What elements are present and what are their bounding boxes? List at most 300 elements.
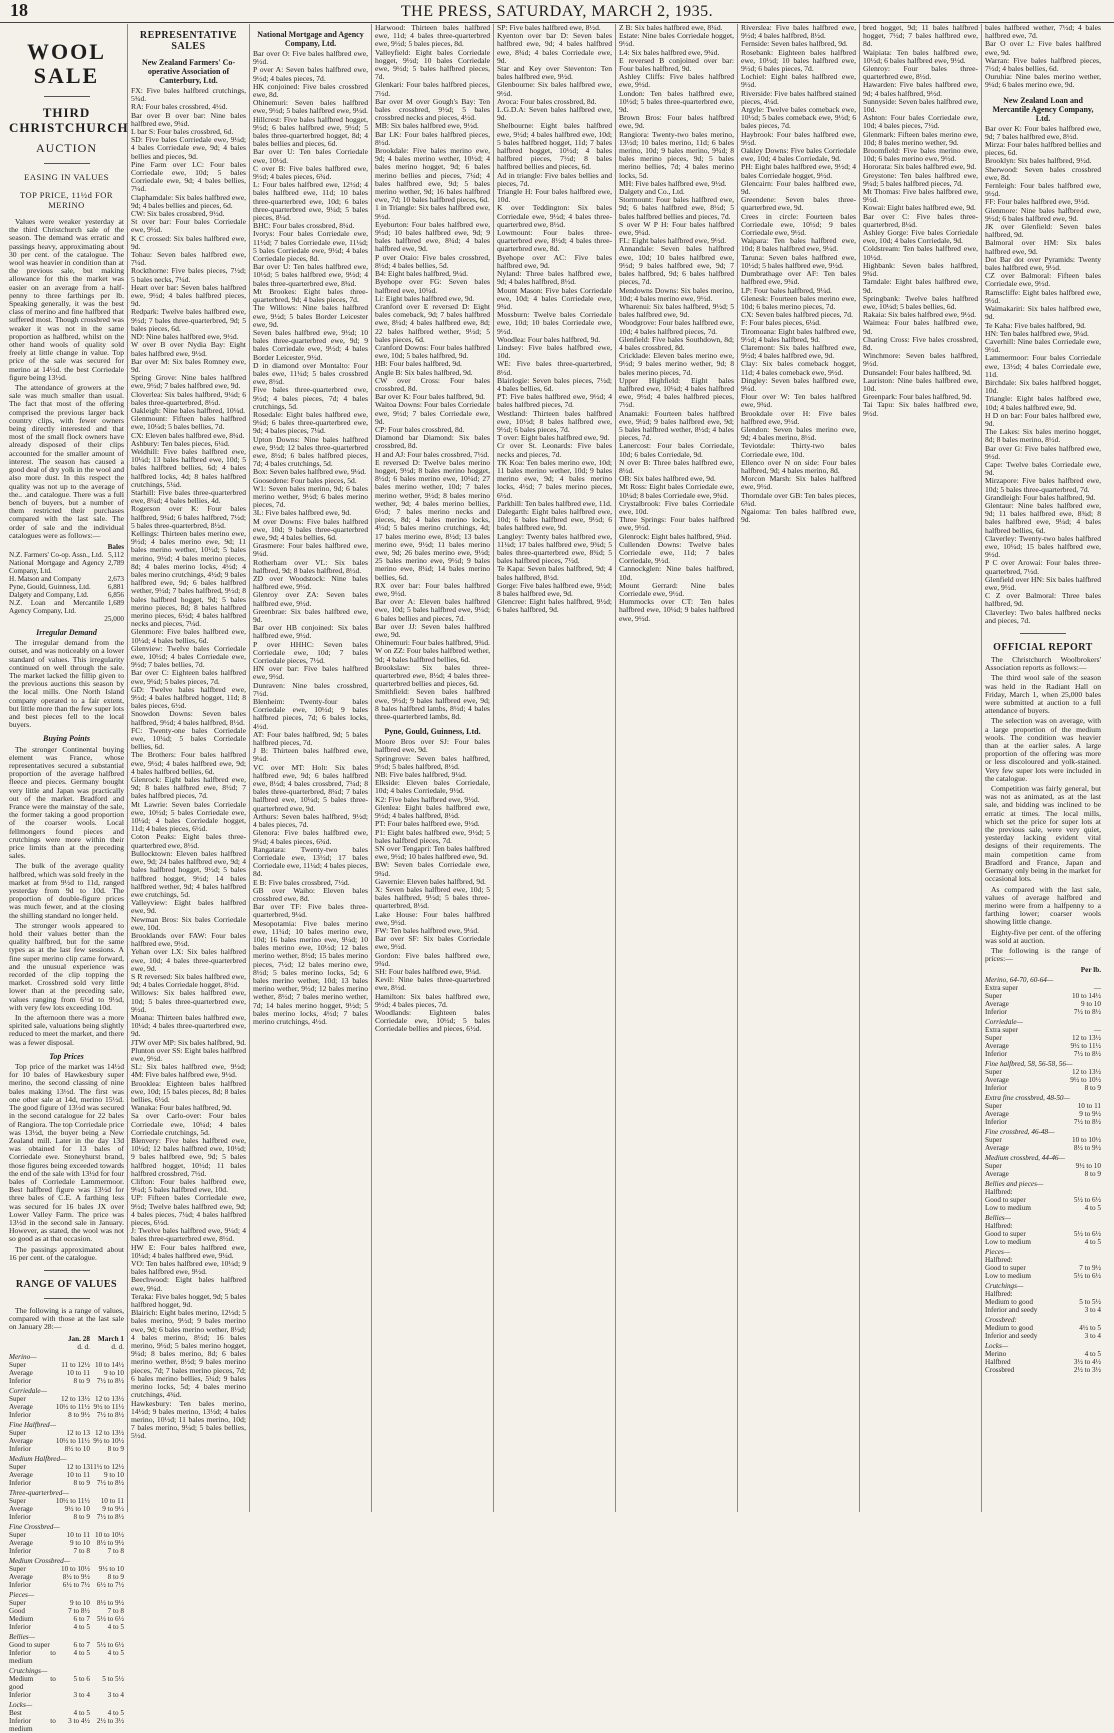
sale-entry: Mossburn: Twelve bales Corriedale ewe, 10d; 10 bales Corriedale ewe, 9½d.: [497, 310, 612, 336]
sales-list: [375, 738, 490, 1033]
sale-entry: Brookdale: Five bales merino ewe, 9d; 4 bales merino wether, 10½d; 4 bales merino hogget, 9d; 6 bales merino bellies and pieces, 7¼d; 4 bales halfbred ewe, 9d; 5 bales merino wether, 9d; 16 bales halfbred ewe, 7d; 10 bales halfbred pieces, 6d.: [375, 146, 490, 205]
range-row: [9, 1699, 124, 1709]
sale-entry: S over W P H: Four bales halfbred ewe, 9¼d.: [619, 219, 734, 238]
range-row: [9, 1607, 124, 1615]
sale-entry: LP: Four bales halfbred, 9¼d.: [741, 285, 832, 295]
price-group-label: Fine halfbred, 58, 56-58, 56—: [985, 1060, 1073, 1069]
sale-entry: C over B: Five bales halfbred ewe, 9½d; 4 bales pieces, 6¾d.: [253, 163, 368, 182]
price-group-label: Corriedale—: [985, 1018, 1023, 1027]
price-grade: Average: [985, 1076, 1009, 1085]
price-row: [985, 1042, 1101, 1050]
sale-entry: Bar over O: Five bales halfbred ewe, 9½d.: [253, 49, 368, 67]
range-jan-value: 10 to 10½: [60, 1564, 90, 1573]
range-row: [9, 1497, 124, 1505]
sale-entry: Byehope over AC: Five bales halfbred ewe, 9d.: [497, 252, 612, 270]
sale-entry: Bar LK: Four bales halfbred pieces, 8½d.: [375, 129, 490, 147]
catalogue-row: [9, 591, 124, 599]
article-paragraph: Top price of the market was 14½d for 10 bales of Hawkesbury super merino, the second classing of nine bales making 13½d. The first was one other sale at 14d, merino 15½d. The good figure of 13½d was secured in the second catalogue for 22 bales of Rangiora. The top Corriedale price was 13½d, the buyer being a New Zealand mill. Later in the day 13d was obtained for 13 bales of Corriedale ewe. Stoneyhurst brand, those figures being exceeded towards the end of the sale with 13½d for four bales of Corriedale Lammermoor. Best halfbred figure was 13½d for three bales of C.E. A farthing less was secured for 16 bales JX over Lower Valley Farm. The price was 13½d in the second sale in January. However, as stated, the wool was not so good as at that occasion.: [9, 1062, 124, 1244]
sale-entry: Glenmount: Fifteen bales halfbred ewe, 10¼d; 5 bales bellies, 7d.: [131, 414, 246, 432]
price-row: [985, 1076, 1101, 1084]
price-row: [985, 1050, 1101, 1058]
sale-entry: P over A: Seven bales halfbred ewe, 9½d; 4 bales pieces, 7d.: [253, 65, 368, 83]
range-row: [9, 1599, 124, 1607]
sale-entry: Bar over U: Ten bales Corriedale ewe, 10½d.: [253, 147, 368, 165]
range-jan-value: 10 to 11: [66, 1470, 90, 1479]
official-report-body: [985, 656, 1101, 963]
catalogue-row: [9, 551, 124, 559]
sale-entry: Cape: Twelve bales Corriedale ewe, 9d.: [985, 459, 1101, 478]
sale-entry: Five bales three-quarterbred ewe, 9½d; 4 bales pieces, 7d; 4 bales crutchings, 5d.: [253, 385, 368, 411]
price-row: [985, 984, 1101, 992]
sale-entry: Snowdon Downs: Seven bales halfbred, 9½d; 4 bales halfbred, 8½d.: [131, 709, 246, 727]
catalogue-name: Dalgety and Company, Ltd.: [9, 590, 89, 599]
sale-entry: Willows: Six bales halfbred ewe, 10d; 5 bales three-quarterbred ewe, 9½d.: [131, 988, 246, 1014]
range-row: [9, 1445, 124, 1453]
price-value: 9½ to 11½: [1070, 1042, 1101, 1051]
range-units-row: [9, 1343, 124, 1351]
sale-entry: Dunsandel: Four bales halfbred, 9d.: [863, 367, 972, 377]
sale-entry: Rakaia: Six bales halfbred ewe, 9½d.: [863, 310, 977, 320]
article-paragraph: The irregular demand from the outset, and was noticeably on a lower standard of values. This irregularity continued on well through the sale. The market lacked the fillip given to the previous auctions this season by the local mills. One North Island company operated to a fair extent, but little more than the few super lots and best pieces fell to the local buyers.: [9, 638, 124, 730]
sale-entry: Waipiata: Ten bales halfbred ewe, 10½d; 6 bales halfbred ewe, 9½d.: [863, 47, 978, 65]
sale-entry: Mount Gerrard: Nine bales Corriedale ewe, 9½d.: [619, 580, 734, 599]
price-grade: Inferior: [985, 1084, 1007, 1093]
price-row: [985, 1230, 1101, 1238]
sale-entry: Bar over M over Gough's Bay: Ten bales crossbred, 9½d; 5 bales crossbred necks and pieces, 4½d.: [375, 96, 490, 123]
sale-entry: Te Kapa: Seven bales halfbred, 9d; 4 bales halfbred, 8½d.: [497, 564, 612, 582]
sale-entry: 3L: Five bales halfbred ewe, 9d.: [253, 508, 352, 518]
range-column-header: Jan. 28: [67, 1334, 90, 1343]
range-jan-value: 9 to 10: [69, 1598, 90, 1607]
sale-entry: Waipara: Ten bales halfbred ewe, 10d; 8 bales halfbred ewe, 9¼d.: [741, 236, 856, 254]
catalogue-bales: 2,789: [107, 558, 124, 567]
sale-entry: ND: Nine bales halfbred ewe, 9½d.: [131, 332, 239, 342]
price-grade: Average: [985, 1042, 1009, 1051]
range-divider: [44, 1298, 90, 1299]
sale-entry: RA: Four bales crossbred, 4½d.: [131, 102, 228, 112]
sale-entry: Springrove: Seven bales halfbred, 9½d; 5 bales halfbred, 8½d.: [375, 753, 490, 771]
catalogue-name: N.Z. Loan and Mercantile Agency Company, Ltd.: [9, 598, 105, 615]
sale-entry: Weldhill: Five bales halfbred ewe, 10¼d; 13 bales halfbred ewe, 10d; 5 bales halfbred bellies, 6d; 4 bales halfbred locks, 4d; 8 bales halfbred crutchings, 5¼d.: [131, 446, 246, 489]
range-jan-value: 9 to 10: [69, 1538, 90, 1547]
range-row: [9, 1419, 124, 1429]
price-grade: Super: [985, 1034, 1002, 1043]
sale-entry: Seven bales halfbred ewe, 9½d; 10 bales three-quarterbred ewe, 9d; 9 bales Corriedale ewe, 9½d; 4 bales Border Leicester, 9½d.: [253, 327, 368, 362]
price-group-label: Medium crossbred, 44-46—: [985, 1154, 1065, 1163]
catalogue-name: Pyne, Gould, Guinness, Ltd.: [9, 582, 91, 591]
sale-entry: Gordon: Five bales halfbred ewe, 9¾d.: [375, 950, 490, 968]
range-row: [9, 1369, 124, 1377]
sale-entry: Glenmark: Fifteen bales merino ewe, 10d; 8 bales merino wether, 9d.: [863, 129, 978, 147]
range-group-label: Medium Crossbred—: [9, 1556, 71, 1565]
report-paragraph: Competition was fairly general, but was not as animated, as at the last sale, and bidding was inclined to be erratic at times. The local mills, which set the price for super lots at the previous sale, were very quiet, yesterday lacking evident vital designs of their requirements. The main competition came from Bradford and France, Japan and Germany only being in the market for occasional lots.: [985, 784, 1101, 884]
sale-entry: D in diamond over Montalto: Four bales ewe, 11¼d; 5 bales crossbred ewe, 8½d.: [253, 360, 368, 387]
price-value: 9 to 9½: [1079, 1110, 1101, 1119]
price-grade: Halfbred:: [985, 1256, 1013, 1265]
range-jan-value: 8 to 9: [73, 1512, 90, 1521]
price-grade: Inferior and seedy: [985, 1306, 1038, 1315]
section-divider: [44, 1270, 90, 1271]
sale-entry: Woodlands: Eighteen bales Corriedale ewe, 10½d; 5 bales Corriedale bellies and pieces, 6½d.: [375, 1007, 490, 1034]
sale-entry: Glencairn: Four bales halfbred ewe, 9d.: [741, 178, 856, 197]
sale-entry: FC: Twenty-one bales Corriedale ewe, 10¼d; 5 bales Corriedale bellies, 6d.: [131, 725, 246, 752]
range-grade-label: Average: [9, 1436, 33, 1445]
price-value: 10 to 14½: [1072, 992, 1101, 1001]
range-grade-label: Good to super: [9, 1640, 50, 1649]
sale-entry: Bar over M: Six bales Romney ewe, 9d.: [131, 356, 246, 374]
price-row: [985, 1264, 1101, 1272]
price-value: [1058, 1290, 1101, 1298]
price-grade: Merino: [985, 1350, 1007, 1359]
price-grade: Inferior: [985, 1118, 1007, 1127]
range-row: [9, 1471, 124, 1479]
price-value: —: [1093, 1026, 1101, 1035]
sale-entry: B4: Eight bales halfbred, 9¼d.: [375, 269, 469, 279]
masthead-title: THE PRESS, SATURDAY, MARCH 2, 1935.: [400, 3, 714, 20]
sale-entry: The Willows: Nine bales halfbred ewe, 9½d; 5 bales Border Leicester ewe, 9d.: [253, 303, 368, 329]
sale-entry: Plunton over SS: Eight bales halfbred ewe, 9½d.: [131, 1045, 246, 1063]
sale-entry: Bar over JJ: Seven bales halfbred ewe, 9d.: [375, 621, 490, 640]
range-jan-value: 10½ to 11½: [55, 1496, 90, 1505]
sale-entry: bred hogget, 9d; 11 bales halfbred hogget, 7½d; 7 bales halfbred ewe, 8d.: [863, 23, 978, 49]
official-report-headline: OFFICIAL REPORT: [993, 642, 1093, 654]
range-row: [9, 1717, 124, 1733]
sale-entry: St over bar: Four bales Corriedale ewe, 9½d.: [131, 217, 246, 235]
range-grade-label: Medium: [9, 1614, 34, 1623]
range-jan-value: 12 to 13½: [60, 1394, 90, 1403]
catalogue-table: [9, 543, 124, 623]
sale-entry: Ellenco over N on side: Four bales halfbred, 9d; 4 bales merino, 8d.: [741, 457, 856, 475]
article-paragraph: The stronger wools appeared to hold their values better than the quality halfbred, but for the same types as at the last few sessions. A fine super merino clip came forward, and the unusual experience was recorded of the clip topping the market. Crossbred sold very little lower than at the preceding sale, values ranging from 6½d to 9½d, with very few lots exceeding 10d.: [9, 920, 124, 1012]
price-value: 9 to 10: [1081, 1000, 1101, 1009]
firm-heading: Pyne, Gould, Guinness, Ltd.: [384, 727, 481, 737]
sale-entry: Dalgety and Co., Ltd.: [619, 187, 685, 197]
sale-entry: Glenfield over HN: Six bales halfbred ewe, 9½d.: [985, 574, 1101, 592]
sale-entry: Lindsey: Five bales halfbred ewe, 10d.: [497, 342, 612, 361]
price-grade: Good to super: [985, 1196, 1026, 1205]
price-unit: Per lb.: [1080, 966, 1101, 975]
wool-sale-deck-3: EASING IN VALUES: [24, 172, 109, 182]
range-grade-label: Super: [9, 1360, 26, 1369]
sale-entry: Cranford Downs: Four bales halfbred ewe, 10d; 5 bales halfbred, 9d.: [375, 342, 490, 361]
sale-entry: Box: Seven bales halfbred ewe, 9¼d.: [253, 467, 367, 477]
sale-entry: Teviotdale: Thirty-two bales Corriedale ewe, 10d.: [741, 441, 856, 459]
sale-entry: Claphamdale: Six bales halfbred ewe, 9d; 4 bales bellies and pieces, 6d.: [131, 192, 246, 210]
sale-entry: Bar over TF: Five bales three-quarterbred, 9¼d.: [253, 902, 368, 920]
sale-entry: London: Ten bales halfbred ewe, 10½d; 5 bales three-quarterbred ewe, 9d.: [619, 88, 734, 115]
range-row: [9, 1437, 124, 1445]
sale-entry: HW E: Four bales halfbred ewe, 10¼d; 4 bales halfbred ewe, 9¼d.: [131, 1242, 246, 1260]
sale-entry: Anamaki: Fourteen bales halfbred ewe, 9¼d; 9 bales halfbred ewe, 9d; 5 bales halfbred wether, 8½d; 4 bales pieces, 7d.: [619, 408, 734, 443]
range-mar-value: 5 to 5½: [102, 1674, 124, 1683]
price-value: 4½ to 5: [1079, 1324, 1101, 1333]
range-mar-value: 7½ to 8½: [96, 1478, 124, 1487]
range-jan-value: 5 to 6: [73, 1674, 90, 1683]
sale-entry: FL: Eight bales halfbred ewe, 9½d.: [619, 236, 727, 246]
range-row: [9, 1351, 124, 1361]
sale-entry: Z B: Six bales halfbred ewe, 8¼d.: [619, 23, 723, 32]
sales-list: [497, 24, 612, 615]
sale-entry: Oakleigh: Nine bales halfbred, 10¼d.: [131, 405, 246, 415]
sale-entry: Tiromoana: Eight bales halfbred ewe, 9½d; 4 bales halfbred, 9d.: [741, 326, 856, 344]
irregular-demand-heading: Irregular Demand: [36, 627, 97, 637]
article-paragraph: The attendance of growers at the sale was much smaller than usual. The fact that most of the offering comprised the previous larger back country clips, with fewer owners being directly interested and that most of the small flock owners have already disposed of their clips accounted for the smaller amount of interest. The season has caused a good deal of dry yolk in the wool and also more dust. In this respect the quality was not up to the average of the.. .and catalogue. There was a full bench of buyers, but a number of them restricted their purchases compared with the last sale. The order of sale and the individual catalogues were as follows:—: [9, 383, 124, 540]
sale-entry: Angle B: Six bales halfbred, 9d.: [375, 367, 473, 377]
range-of-values-intro: The following is a range of values, compared with those at the last sale on January 28:—: [9, 1305, 124, 1332]
price-value: 8½ to 9½: [1073, 1144, 1101, 1153]
range-of-values-headline: RANGE OF VALUES: [15, 1278, 118, 1290]
sale-entry: Smithfield: Seven bales halfbred ewe, 9½d; 9 bales halfbred ewe, 9d; 8 bales halfbred lambs, 8½d; 4 bales three-quarterbred lambs, 8d.: [375, 687, 490, 722]
sale-entry: Cricklade: Eleven bales merino ewe, 9½d; 9 bales merino wether, 9d; 8 bales merino pieces, 7d.: [619, 351, 734, 377]
sale-entry: K over Teddington: Six bales Corriedale ewe, 9½d; 4 bales three-quarterbred ewe, 8½d.: [497, 203, 612, 229]
sale-entry: VC over MT: Holt: Six bales halfbred ewe, 9d; 6 bales halfbred ewe, 8½d; 4 bales crossbred, 7¼d; 8 bales three-quarterbred, 8¼d; 7 bales halfbred ewe, 10¼d; 5 bales three-quarterbred ewe, 9d.: [253, 762, 368, 813]
sale-entry: Glenlea: Eight bales halfbred ewe, 9½d; 4 bales halfbred, 8½d.: [375, 802, 490, 821]
range-row: [9, 1513, 124, 1521]
sale-entry: Newman Bros: Six bales Corriedale ewe, 10d.: [131, 914, 246, 932]
sale-entry: CW over Cross: Four bales crossbred, 8d.: [375, 375, 490, 393]
price-value: 7 to 9½: [1079, 1264, 1101, 1273]
price-row: [985, 992, 1101, 1000]
sale-entry: Gavernie: Eleven bales halfbred, 9d.: [375, 876, 486, 886]
range-jan-value: 7 to 8: [73, 1546, 90, 1555]
price-value: 4 to 5: [1084, 1350, 1101, 1359]
price-group-label: Fine crossbred, 46-48—: [985, 1128, 1055, 1137]
sale-entry: P over Otaio: Five bales crossbred, 8½d; 4 bales bellies, 5d.: [375, 252, 490, 270]
range-unit-label: [9, 1343, 56, 1351]
sale-entry: Valleyview: Eight bales halfbred ewe, 9d.: [131, 898, 246, 916]
price-row: [985, 1102, 1101, 1110]
range-row: [9, 1479, 124, 1487]
sale-entry: Glenroy: Four bales three-quarterbred ewe, 8½d.: [863, 64, 978, 82]
section-divider: [1020, 633, 1066, 634]
wool-sale-deck-1: THIRD CHRISTCHURCH: [9, 105, 129, 135]
price-group-row: [985, 1212, 1101, 1222]
sale-entry: NB: Five bales halfbred, 9¼d.: [375, 770, 467, 780]
sale-entry: Kyenton over bar D: Seven bales halfbred ewe, 9d; 4 bales halfbred ewe, 8¾d; 4 bales Corriedale ewe, 9d.: [497, 31, 612, 65]
sale-entry: Ngaioma: Ten bales halfbred ewe, 9d.: [741, 506, 856, 525]
range-row: [9, 1665, 124, 1675]
range-grade-label: Super: [9, 1564, 26, 1573]
range-mar-value: 2½ to 3½: [96, 1716, 124, 1725]
sale-entry: Ad in triangle: Five bales bellies and pieces, 7d.: [497, 170, 612, 188]
sale-entry: Mt Lawrie: Seven bales Corriedale ewe, 10½d; 5 bales Corriedale ewe, 10¼d; 4 bales Corriedale hogget, 11d; 4 bales pieces, 6½d.: [131, 799, 246, 834]
sale-entry: Lammermoor: Four bales Corriedale ewe, 13½d; 4 bales Corriedale ewe, 11d.: [985, 353, 1101, 379]
sale-entry: Redpark: Twelve bales halfbred ewe, 9½d; 7 bales three-quarterbred, 9d; 5 bales pieces, 6d.: [131, 307, 246, 333]
sale-entry: Three Springs: Four bales halfbred ewe, 9½d.: [619, 515, 734, 533]
sale-entry: Ramscliffe: Eight bales halfbred ewe, 9½d.: [985, 287, 1101, 305]
range-grade-label: Super: [9, 1394, 26, 1403]
sale-entry: Rogerson over K: Four bales halfbred, 9¼d; 6 bales halfbred, 7½d; 5 bales three-quarterbred, 8½d.: [131, 504, 246, 530]
sale-entry: Wharenui: Six bales halfbred, 9½d; 5 bales halfbred ewe, 9d.: [619, 301, 734, 320]
sale-entry: Hawkesbury: Ten bales merino, 14½d; 9 bales merino, 13½d; 4 bales merino, 10½d; 11 bales merino, 10d; 7 bales merino, 9¼d; 5 bales bellies, 5½d.: [131, 1398, 246, 1441]
price-value: 12 to 13½: [1072, 1034, 1101, 1043]
price-grade: Low to medium: [985, 1272, 1031, 1281]
sale-entry: OB: Six bales halfbred ewe, 9d.: [619, 474, 716, 484]
price-value: 3 to 4: [1084, 1332, 1101, 1341]
price-group-label: Extra fine crossbred, 48-50—: [985, 1094, 1070, 1103]
sale-entry: Bar O over L: Five bales halfbred ewe, 9d.: [985, 39, 1101, 57]
range-row: [9, 1377, 124, 1385]
range-mar-value: 8 to 9: [107, 1572, 124, 1581]
range-jan-value: 10 to 11: [66, 1368, 90, 1377]
sale-entry: Kowai: Eight bales halfbred ewe, 9d.: [863, 203, 976, 213]
range-grade-label: Medium to good: [9, 1674, 56, 1691]
sale-entry: Taruna: Seven bales halfbred ewe, 10½d; 5 bales halfbred ewe, 9½d.: [741, 252, 856, 270]
price-value: 9½ to 10: [1075, 1162, 1101, 1171]
range-row: [9, 1581, 124, 1589]
range-row: [9, 1547, 124, 1555]
sale-entry: Lowmount: Four bales three-quarterbred ewe, 8½d; 4 bales three-quarterbred ewe, 8d.: [497, 228, 612, 254]
sale-entry: Goosedene: Four bales pieces, 5d.: [253, 475, 357, 485]
sale-entry: bales halfbred wether, 7½d; 4 bales halfbred ewe, 7d.: [985, 23, 1101, 41]
sale-entry: CZ over Balmoral: Fifteen bales Corriedale ewe, 9½d.: [985, 271, 1101, 289]
range-row: [9, 1411, 124, 1419]
sale-entry: HN: Ten bales halfbred ewe, 9¼d.: [985, 328, 1089, 338]
price-row: [985, 1366, 1101, 1374]
price-group-label: Pieces—: [985, 1248, 1011, 1257]
sale-entry: Grasmere: Four bales halfbred ewe, 9¼d.: [253, 541, 368, 559]
range-jan-value: 8 to 9: [73, 1376, 90, 1385]
range-jan-value: 12 to 13: [66, 1428, 90, 1437]
sale-entry: Lauriston: Nine bales halfbred ewe, 10d.: [863, 375, 978, 393]
sale-entry: Rangiora: Twenty-two bales merino, 13½d; 10 bales merino, 11d; 6 bales merino, 10d; 9 bales merino, 9¾d; 8 bales merino pieces, 9d; 5 bales merino bellies, 7d; 4 bales merino locks, 5d.: [619, 129, 734, 180]
range-grade-label: Inferior: [9, 1478, 31, 1487]
official-price-table: [985, 966, 1101, 1374]
sale-entry: Annandale: Seven bales halfbred ewe, 10d; 10 bales halfbred ewe, 9½d; 9 bales halfbred ewe, 9d; 7 bales halfbred, 9d; 6 bales halfbred pieces, 7d.: [619, 244, 734, 287]
range-row: [9, 1565, 124, 1573]
sale-entry: Glenbourne: Six bales halfbred ewe, 9½d.: [497, 80, 612, 98]
sale-entry: Cr over St. Leonards: Five bales necks and pieces, 7d.: [497, 441, 612, 459]
column-sales-9: [982, 24, 1104, 1512]
range-mar-value: 8½ to 9½: [96, 1538, 124, 1547]
range-group-label: Merino—: [9, 1352, 37, 1361]
firm-heading: New Zealand Farmers' Co-operative Association of Canterbury, Ltd.: [141, 58, 236, 85]
range-grade-label: Super: [9, 1462, 26, 1471]
range-row: [9, 1521, 124, 1531]
range-mar-value: 12 to 13½: [95, 1428, 124, 1437]
range-mar-value: 9 to 10: [104, 1470, 124, 1479]
sale-entry: Ashton: Four bales Corriedale ewe, 10d; 4 bales pieces, 7½d.: [863, 113, 978, 131]
sale-entry: Brookdale over H: Five bales halfbred ewe, 9½d.: [741, 408, 856, 426]
sale-entry: Glenmore: Five bales halfbred ewe, 10¼d; 4 bales bellies, 6d.: [131, 627, 246, 645]
price-row: [985, 1306, 1101, 1314]
range-jan-value: 9½ to 10: [64, 1504, 90, 1513]
price-grade: Halfbred: [985, 1358, 1011, 1367]
report-paragraph: As compared with the last sale, values of average halfbred and merino were from a halfpenny to a farthing lower; coarser wools showing little change.: [985, 884, 1101, 927]
price-row: [985, 1272, 1101, 1280]
price-row: [985, 1238, 1101, 1246]
sale-entry: Upton Downs: Nine bales halfbred ewe, 9½d; 12 bales three-quarterbred ewe, 8½d; 6 bales halfbred pieces, 7d; 4 bales crutchings, 5d.: [253, 434, 368, 469]
sale-entry: Tohau: Seven bales halfbred ewe, 7¼d.: [131, 250, 246, 268]
range-row: [9, 1555, 124, 1565]
sale-entry: Caverhill: Nine bales Corriedale ewe, 9½d.: [985, 336, 1101, 355]
sale-entry: Yehan over LX: Six bales halfbred ewe, 10d; 4 bales three-quarterbred ewe, 9d.: [131, 947, 246, 973]
price-row: [985, 1118, 1101, 1126]
price-row: [985, 1136, 1101, 1144]
price-row: [985, 1204, 1101, 1212]
range-unit-label: d. d.: [77, 1342, 90, 1351]
sale-entry: W on ZZ: Four bales halfbred wether, 9d; 4 bales halfbred bellies, 6d.: [375, 646, 490, 664]
sale-entry: PT: Five bales halfbred ewe, 9½d; 4 bales halfbred pieces, 7d.: [497, 392, 612, 410]
sale-entry: Ashley Cliffs: Five bales halfbred ewe, 9½d.: [619, 72, 734, 90]
price-value: 7½ to 8½: [1073, 1118, 1101, 1127]
sale-entry: Glenfield: Five bales Southdown, 8d; 4 bales crossbred, 8d.: [619, 334, 734, 352]
catalogue-row: [9, 559, 124, 575]
sale-entry: W over B over Nydia Bay: Eight bales halfbred ewe, 9½d.: [131, 340, 246, 358]
column-sales-4: [372, 24, 494, 1512]
catalogue-name: N.Z. Farmers' Co-op. Assn., Ltd.: [9, 550, 104, 559]
catalogue-bales: 5,112: [108, 550, 124, 559]
buying-points-body: [9, 746, 124, 1047]
sale-entry: The Lakes: Six bales merino hogget, 8d; 8 bales merino, 8½d.: [985, 427, 1101, 445]
price-row: [985, 1110, 1101, 1118]
price-group-label: Crossbred:: [985, 1316, 1017, 1325]
range-mar-value: 5½ to 6½: [96, 1640, 124, 1649]
sale-entry: Triangle H: Four bales halfbred ewe, 10d.: [497, 187, 612, 205]
price-grade: Average: [985, 1144, 1009, 1153]
sale-entry: Elkside: Eleven bales Corriedale, 10d; 4 bales Corriedale, 9½d.: [375, 778, 490, 796]
sale-entry: E reversed D: Twelve bales merino hogget, 9½d; 8 bales merino hogget, 8½d; 6 bales merino ewe, 10¼d; 27 bales merino wether, 10d; 7 bales merino wether, 9½d; 8 bales merino wether, 9d; 4 bales merino bellies, 6½d; 7 bales merino necks and pieces, 8d; 4 bales merino locks, 4½d; 5 bales merino crutchings, 4d; 17 bales merino ewe, 8½d; 13 bales merino ewe, 9½d; 11 bales merino ewe, 9d; 26 bales merino ewe, 9½d; 25 bales merino ewe, 9½d; 9 bales merino ewe, 8¼d; 14 bales merino bellies, 6d.: [375, 457, 490, 582]
article-paragraph: Values were weaker yesterday at the third Christchurch sale of the season. The demand was erratic and passings heavy, approximating about 30 per cent. of the catalogue. The wool was heavier in condition than at the previous sale, but making allowance for this the market was easier on an average from a half-penny to three farthings per lb. Speaking generally, it was the best class of merino and fine halfbred that suffered most. Though crossbred was weaker it was not in the same proportion as halfbred, whilst on the other hand wools of quality sold freely at little change in value. Top price of the sale was secured for merino at 14½d. the best Corriedale figure being 13½d.: [9, 217, 124, 382]
sale-entry: Cannockglen: Nine bales halfbred, 10d.: [619, 564, 734, 582]
sale-entry: Fernleigh: Four bales halfbred ewe, 9½d.: [985, 181, 1101, 199]
range-mar-value: 6½ to 7½: [96, 1580, 124, 1589]
sale-entry: Stormount: Four bales halfbred ewe, 9d; 6 bales halfbred ewe, 8½d; 5 bales halfbred bellies and pieces, 7d.: [619, 195, 734, 221]
sale-entry: Mt Brookes: Eight bales three-quarterbred, 9d; 4 bales pieces, 7d.: [253, 286, 368, 305]
price-value: 5½ to 6½: [1073, 1230, 1101, 1239]
sale-entry: Pine Farm over LC: Four bales Corriedale ewe, 10d; 5 bales Corriedale ewe, 9d; 4 bales bellies, 7¼d.: [131, 159, 246, 194]
sale-entry: X: Seven bales halfbred ewe, 10d; 5 bales halfbred, 9½d; 5 bales three-quarterbred, 8½d.: [375, 884, 490, 911]
catalogue-bales: 1,689: [107, 598, 124, 607]
sale-entry: Glenkari: Four bales halfbred pieces, 7½d.: [375, 80, 490, 98]
top-prices-body: [9, 1063, 124, 1262]
price-grade: Super: [985, 1102, 1002, 1111]
range-row: [9, 1531, 124, 1539]
price-value: 5½ to 6½: [1073, 1196, 1101, 1205]
article-paragraph: In the afternoon there was a more spirited sale, valuations being slightly reduced to meet the market, and there was a fewer disposal.: [9, 1013, 124, 1047]
report-paragraph: The following is the range of prices:—: [985, 945, 1101, 964]
price-value: 4 to 5: [1084, 1238, 1101, 1247]
range-mar-value: 10 to 14½: [95, 1360, 124, 1369]
catalogue-name: National Mortgage and Agency Company, Ltd.: [9, 558, 105, 575]
sale-entry: L: Four bales halfbred ewe, 12½d; 4 bales halfbred ewe, 11d; 10 bales three-quarterbred ewe, 10d; 6 bales three-quarterbred ewe, 9¼d; 5 bales pieces, 8¼d.: [253, 180, 368, 223]
sale-entry: Glenroy over ZA: Seven bales halfbred ewe, 9½d.: [253, 590, 368, 608]
sale-entry: Westland: Thirteen bales halfbred ewe, 10½d; 8 bales halfbred ewe, 9½d; 6 bales pieces, 7d.: [497, 408, 612, 434]
sale-entry: Brooklea: Eighteen bales halfbred ewe, 10d; 15 bales pieces, 8d; 8 bales bellies, 6½d.: [131, 1078, 246, 1104]
sale-entry: Greenbrae: Six bales halfbred ewe, 9d.: [253, 606, 368, 625]
sale-entry: Ashbury: Ten bales pieces, 6¼d.: [131, 438, 230, 448]
price-row: [985, 1324, 1101, 1332]
sale-entry: Blenvery: Five bales halfbred ewe, 10¼d; 12 bales halfbred ewe, 10½d; 9 bales halfbred ewe, 9d; 5 bales halfbred hogget, 10½d; 11 bales halfbred crossbred, 7½d.: [131, 1136, 246, 1178]
sale-entry: Diamond bar Diamond: Six bales crossbred, 8d.: [375, 433, 490, 451]
price-grade: Low to medium: [985, 1204, 1031, 1213]
price-value: 2½ to 3½: [1073, 1366, 1101, 1375]
sale-entry: Balmoral over HM: Six bales halfbred ewe, 9d.: [985, 238, 1101, 256]
range-jan-value: 3 to 4½: [68, 1716, 90, 1725]
price-grade: Good to super: [985, 1264, 1026, 1273]
sale-entry: BW: Seven bales Corriedale ewe, 9¾d.: [375, 860, 490, 878]
range-grade-label: Average: [9, 1538, 33, 1547]
price-group-row: [985, 1126, 1101, 1136]
range-group-label: Fine Crossbred—: [9, 1522, 60, 1531]
sales-list: [863, 24, 978, 418]
sale-entry: Greystone: Ten bales halfbred ewe, 9¼d; 5 bales halfbred pieces, 7d.: [863, 170, 978, 188]
price-row: [985, 1350, 1101, 1358]
price-row: [985, 1034, 1101, 1042]
range-mar-value: 10 to 11: [100, 1496, 124, 1505]
sale-entry: Arthurs: Seven bales halfbred, 9½d; 4 bales pieces, 7d.: [253, 811, 368, 830]
range-grade-label: Super: [9, 1496, 26, 1505]
